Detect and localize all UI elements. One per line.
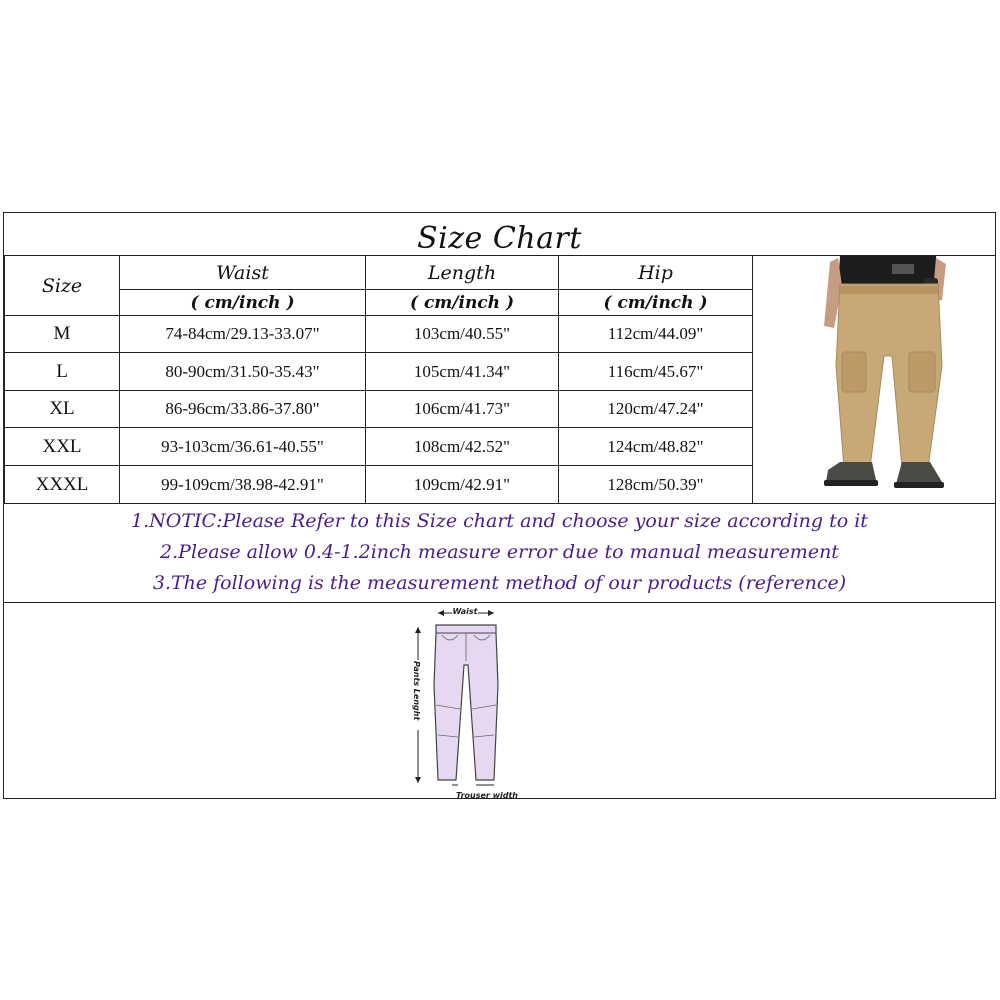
waist-cell: 93-103cm/36.61-40.55"	[120, 428, 366, 466]
length-header: Length	[366, 256, 559, 290]
notes-section	[4, 503, 995, 603]
chart-title: Size Chart	[417, 221, 582, 256]
hip-cell: 124cm/48.82"	[559, 428, 753, 466]
hip-cell: 128cm/50.39"	[559, 466, 753, 504]
size-cell: XXXL	[5, 466, 120, 504]
length-cell: 103cm/40.55"	[366, 316, 559, 353]
hip-cell: 120cm/47.24"	[559, 391, 753, 428]
waist-cell: 99-109cm/38.98-42.91"	[120, 466, 366, 504]
table-row	[5, 466, 753, 504]
length-cell: 105cm/41.34"	[366, 353, 559, 391]
measurement-diagram	[404, 605, 529, 800]
hip-cell: 116cm/45.67"	[559, 353, 753, 391]
pants-model-illustration	[752, 256, 995, 502]
hip-cell: 112cm/44.09"	[559, 316, 753, 353]
note-1: 1.NOTIC:Please Refer to this Size chart and choose your size according to it	[131, 510, 868, 532]
table-row	[5, 391, 753, 428]
header-row	[5, 256, 753, 290]
product-photo	[752, 255, 995, 503]
waist-cell: 80-90cm/31.50-35.43"	[120, 353, 366, 391]
table-row	[5, 316, 753, 353]
hip-header: Hip	[559, 256, 753, 290]
length-cell: 109cm/42.91"	[366, 466, 559, 504]
length-unit: ( cm/inch )	[366, 290, 559, 316]
size-header: Size	[5, 256, 120, 316]
length-cell: 106cm/41.73"	[366, 391, 559, 428]
waist-label: Waist	[452, 607, 478, 616]
length-label: Pants Lenght	[412, 661, 421, 721]
note-2: 2.Please allow 0.4-1.2inch measure error due to manual measurement	[160, 541, 839, 563]
size-cell: XL	[5, 391, 120, 428]
size-table	[4, 255, 753, 504]
size-chart-frame	[3, 212, 996, 799]
hip-unit: ( cm/inch )	[559, 290, 753, 316]
size-cell: M	[5, 316, 120, 353]
length-cell: 108cm/42.52"	[366, 428, 559, 466]
waist-cell: 74-84cm/29.13-33.07"	[120, 316, 366, 353]
width-label: Trouser width	[455, 791, 519, 800]
note-3: 3.The following is the measurement method of our products (reference)	[152, 572, 847, 594]
waist-header: Waist	[120, 256, 366, 290]
size-cell: XXL	[5, 428, 120, 466]
waist-unit: ( cm/inch )	[120, 290, 366, 316]
waist-cell: 86-96cm/33.86-37.80"	[120, 391, 366, 428]
table-row	[5, 428, 753, 466]
table-row	[5, 353, 753, 391]
size-cell: L	[5, 353, 120, 391]
